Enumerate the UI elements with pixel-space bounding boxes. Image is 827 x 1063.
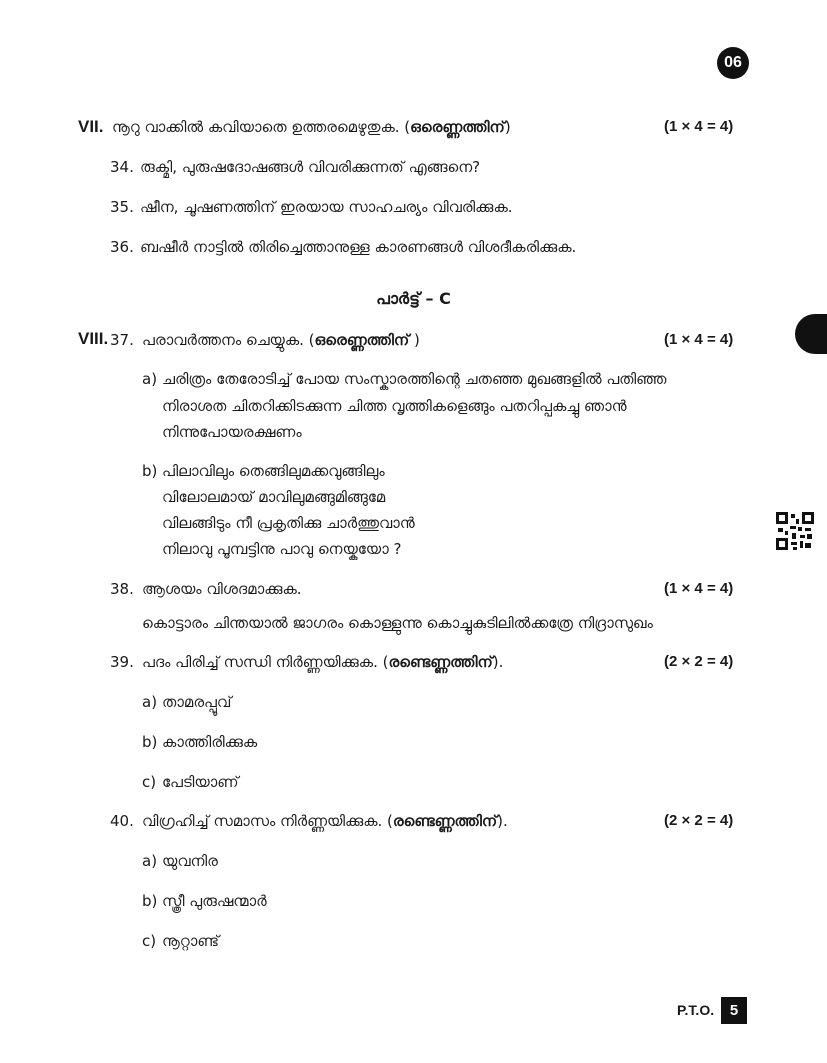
option-label-37a: a) [142,370,158,388]
pto-label: P.T.O. [677,1002,715,1018]
question-35: ഷീന, ചൂഷണത്തിന് ഇരയായ സാഹചര്യം വിവരിക്കുക. [140,198,513,216]
instruction-text: വിഗ്രഹിച്ച് സമാസം നിർണ്ണയിക്കുക. ( [142,812,393,830]
question-37-marks: (1 × 4 = 4) [664,331,734,348]
instruction-bold: രണ്ടെണ്ണത്തിന് [392,812,498,830]
option-40b: സ്ത്രീ പുരുഷന്മാർ [162,892,267,910]
question-number-40: 40. [110,812,134,830]
option-40c: നൂറ്റാണ്ട് [162,932,219,950]
part-c-heading: പാർട്ട് – C [376,289,451,308]
question-number-39: 39. [110,653,134,671]
question-38: ആശയം വിശദമാക്കുക. [142,580,302,598]
option-39c: പേടിയാണ് [162,773,239,791]
qr-code-icon [776,512,814,550]
question-39-marks: (2 × 2 = 4) [664,653,734,670]
question-39 [142,652,503,672]
option-label-39c: c) [142,773,157,791]
option-39b: കാത്തിരിക്കുക [162,733,258,751]
passage-37a-line-2: നിരാശത ചിതറിക്കിടക്കുന്ന ചിത്ത വൃത്തികളെങ്ങും പതറിപ്പകച്ചു ഞാൻ [162,397,627,415]
section-number-vii: VII. [78,117,104,136]
section-vii-instruction [112,117,511,137]
question-number-37: 37. [110,331,134,349]
question-38-marks: (1 × 4 = 4) [664,580,734,597]
question-number-35: 35. [110,198,134,216]
page-number: 5 [729,1002,739,1019]
instruction-close: ) [409,331,420,349]
option-label-40c: c) [142,932,157,950]
section-vii-marks: (1 × 4 = 4) [664,118,734,135]
instruction-bold: ഒരെണ്ണത്തിന് [314,331,410,349]
question-37 [142,330,420,350]
poem-37b-line-3: വിലങ്ങിടും നീ പ്രകൃതിക്കു ചാർത്തുവാൻ [162,514,415,532]
option-label-37b: b) [142,462,158,480]
option-label-40b: b) [142,892,158,910]
instruction-close: ). [497,812,508,830]
poem-37b-line-1: പിലാവിലും തെങ്ങിലുമക്കവുങ്ങിലും [162,462,385,480]
poem-37b-line-4: നിലാവു പൂമ്പട്ടിനു പാവു നെയ്കയോ ? [162,540,402,558]
option-label-40a: a) [142,852,158,870]
question-36: ബഷീർ നാട്ടിൽ തിരിച്ചെത്താനുള്ള കാരണങ്ങൾ വിശദീകരിക്കുക. [140,238,577,256]
question-40-marks: (2 × 2 = 4) [664,812,734,829]
question-34: രുക്മി, പുരുഷദോഷങ്ങൾ വിവരിക്കുന്നത് എങ്ങനെ? [140,158,481,176]
passage-37a-line-1: ചരിത്രം തേരോടിച്ച് പോയ സംസ്കാരത്തിന്റെ ചതഞ്ഞ മുഖങ്ങളിൽ പതിഞ്ഞ [162,370,667,388]
instruction-text: പരാവർത്തനം ചെയ്യുക. ( [142,331,315,349]
option-label-39b: b) [142,733,158,751]
question-number-34: 34. [110,158,134,176]
option-label-39a: a) [142,693,158,711]
instruction-bold: രണ്ടെണ്ണത്തിന് [388,653,493,671]
page-code-badge [717,47,749,79]
instruction-bold: ഒരെണ്ണത്തിന് [410,118,505,136]
question-number-38: 38. [110,580,134,598]
question-40 [142,811,508,831]
option-40a: യുവനിര [162,852,218,870]
question-38-quote: കൊട്ടാരം ചിന്തയാൽ ജാഗരം കൊള്ളുന്നു കൊച്ചുകുടിലിൽക്കത്രേ നിദ്രാസുഖം [142,614,653,632]
instruction-close: ). [492,653,504,671]
page-number-box [721,997,747,1024]
instruction-close: ) [504,118,511,136]
instruction-text: നൂറു വാക്കിൽ കവിയാതെ ഉത്തരമെഴുതുക. ( [112,118,411,136]
page-code-text: 06 [724,54,742,71]
section-number-viii: VIII. [78,329,109,348]
side-tab-marker [795,314,827,354]
option-39a: താമരപ്പൂവ് [162,693,232,711]
passage-37a-line-3: നിന്നുപോയരക്ഷണം [162,423,302,441]
question-number-36: 36. [110,238,134,256]
instruction-text: പദം പിരിച്ച് സന്ധി നിർണ്ണയിക്കുക. ( [142,653,389,671]
poem-37b-line-2: വിലോലമായ് മാവിലുമങ്ങുമിങ്ങുമേ [162,488,386,506]
